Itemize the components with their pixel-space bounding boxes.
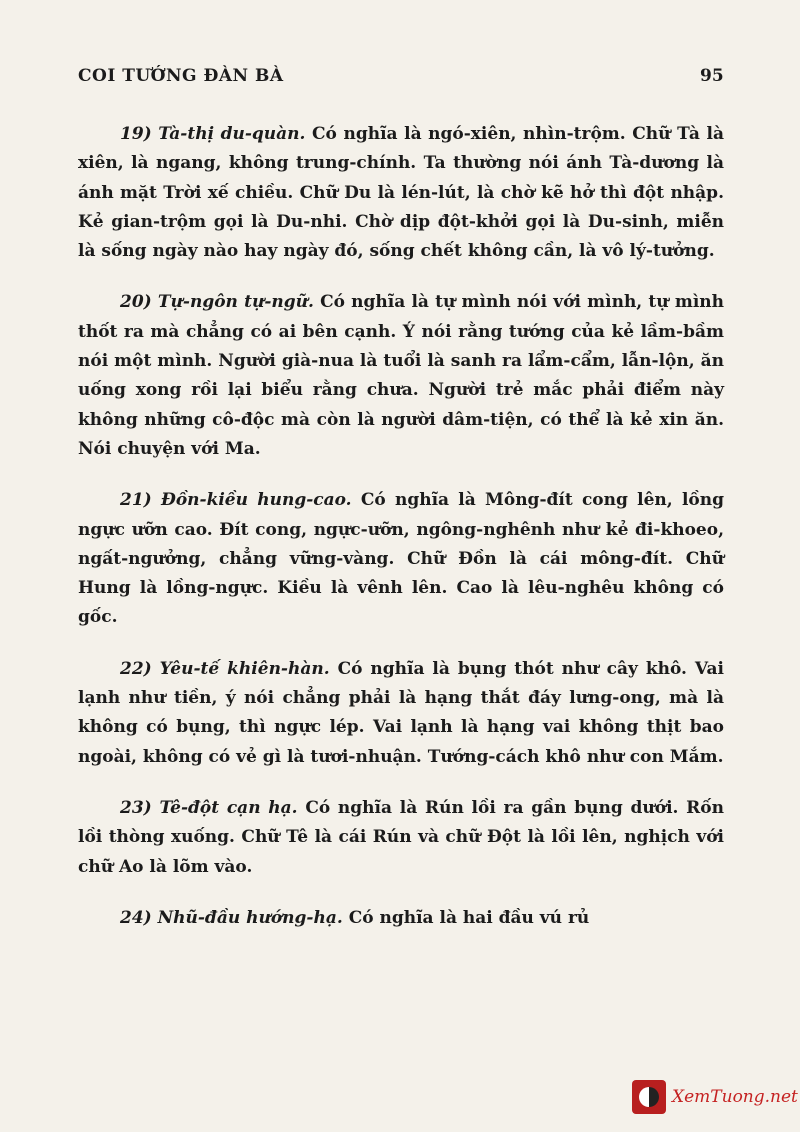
paragraph-20: [78, 288, 724, 464]
watermark-text: XemTuong.net: [672, 1087, 798, 1107]
paragraph-19: [78, 120, 724, 266]
paragraph-24: [78, 904, 724, 933]
entry-text: Có nghĩa là hai đầu vú rủ: [342, 907, 590, 928]
entry-text: Có nghĩa là Mông-đít cong lên, lồng ngực ưỡn cao. Đít cong, ngực-ưỡn, ngông-nghênh như kẻ đi-khoeo, ngất-ngưởng, chẳng vững-vàng. Chữ Đồn là cái mông-đít. Chữ Hung là lồng-ngực. Kiều là vênh lên. Cao là lêu-nghêu không có gốc.: [78, 490, 724, 628]
entry-heading: 19) Tà-thị du-quàn.: [120, 124, 306, 144]
yin-yang-icon: [632, 1080, 666, 1114]
entry-heading: 22) Yêu-tế khiên-hàn.: [120, 658, 330, 679]
entry-heading: 20) Tự-ngôn tự-ngữ.: [120, 292, 314, 313]
entry-heading: 23) Tê-đột cạn hạ.: [120, 797, 298, 818]
entry-heading: 24) Nhũ-đầu hướng-hạ.: [120, 907, 343, 928]
paragraph-21: [78, 486, 724, 632]
paragraph-22: [78, 655, 724, 772]
entry-text: Có nghĩa là bụng thót như cây khô. Vai lạnh như tiền, ý nói chẳng phải là hạng thắt đáy lưng-ong, mà là không có bụng, thì ngực lép. Vai lạnh là hạng vai không thịt bao ngoài, không có vẻ gì là tươi-nhuận. Tướng-cách khô như con Mắm.: [78, 658, 725, 767]
entry-text: Có nghĩa là ngó-xiên, nhìn-trộm. Chữ Tà là xiên, là ngang, không trung-chính. Ta thường nói ánh Tà-dương là ánh mặt Trời xế chiều. Chữ Du là lén-lút, là chờ kẽ hở thì đột nhập. Kẻ gian-trộm gọi là Du-nhi. Chờ dịp đột-khởi gọi là Du-sinh, miễn là sống ngày nào hay ngày đó, sống chết không cần, là vô lý-tưởng.: [78, 124, 724, 262]
running-header-title: COI TƯỚNG ĐÀN BÀ: [78, 66, 284, 86]
page-number: 95: [700, 66, 724, 86]
entry-heading: 21) Đồn-kiều hung-cao.: [120, 490, 352, 511]
watermark: [632, 1080, 798, 1114]
paragraph-23: [78, 794, 724, 882]
entry-text: Có nghĩa là Rún lồi ra gần bụng dưới. Rốn lồi thòng xuống. Chữ Tê là cái Rún và chữ Đột là lồi lên, nghịch với chữ Ao là lõm vào.: [78, 797, 725, 877]
entry-text: Có nghĩa là tự mình nói với mình, tự mình thốt ra mà chẳng có ai bên cạnh. Ý nói rằng tướng của kẻ lầm-bầm nói một mình. Người già-nua là tuổi là sanh ra lẩm-cẩm, lẫn-lộn, ăn uống xong rồi lại biểu rằng chưa. Người trẻ mắc phải điểm này không những cô-độc mà còn là người dâm-tiện, có thể là kẻ xin ăn. Nói chuyện với Ma.: [78, 292, 724, 459]
page-body: [78, 120, 724, 933]
